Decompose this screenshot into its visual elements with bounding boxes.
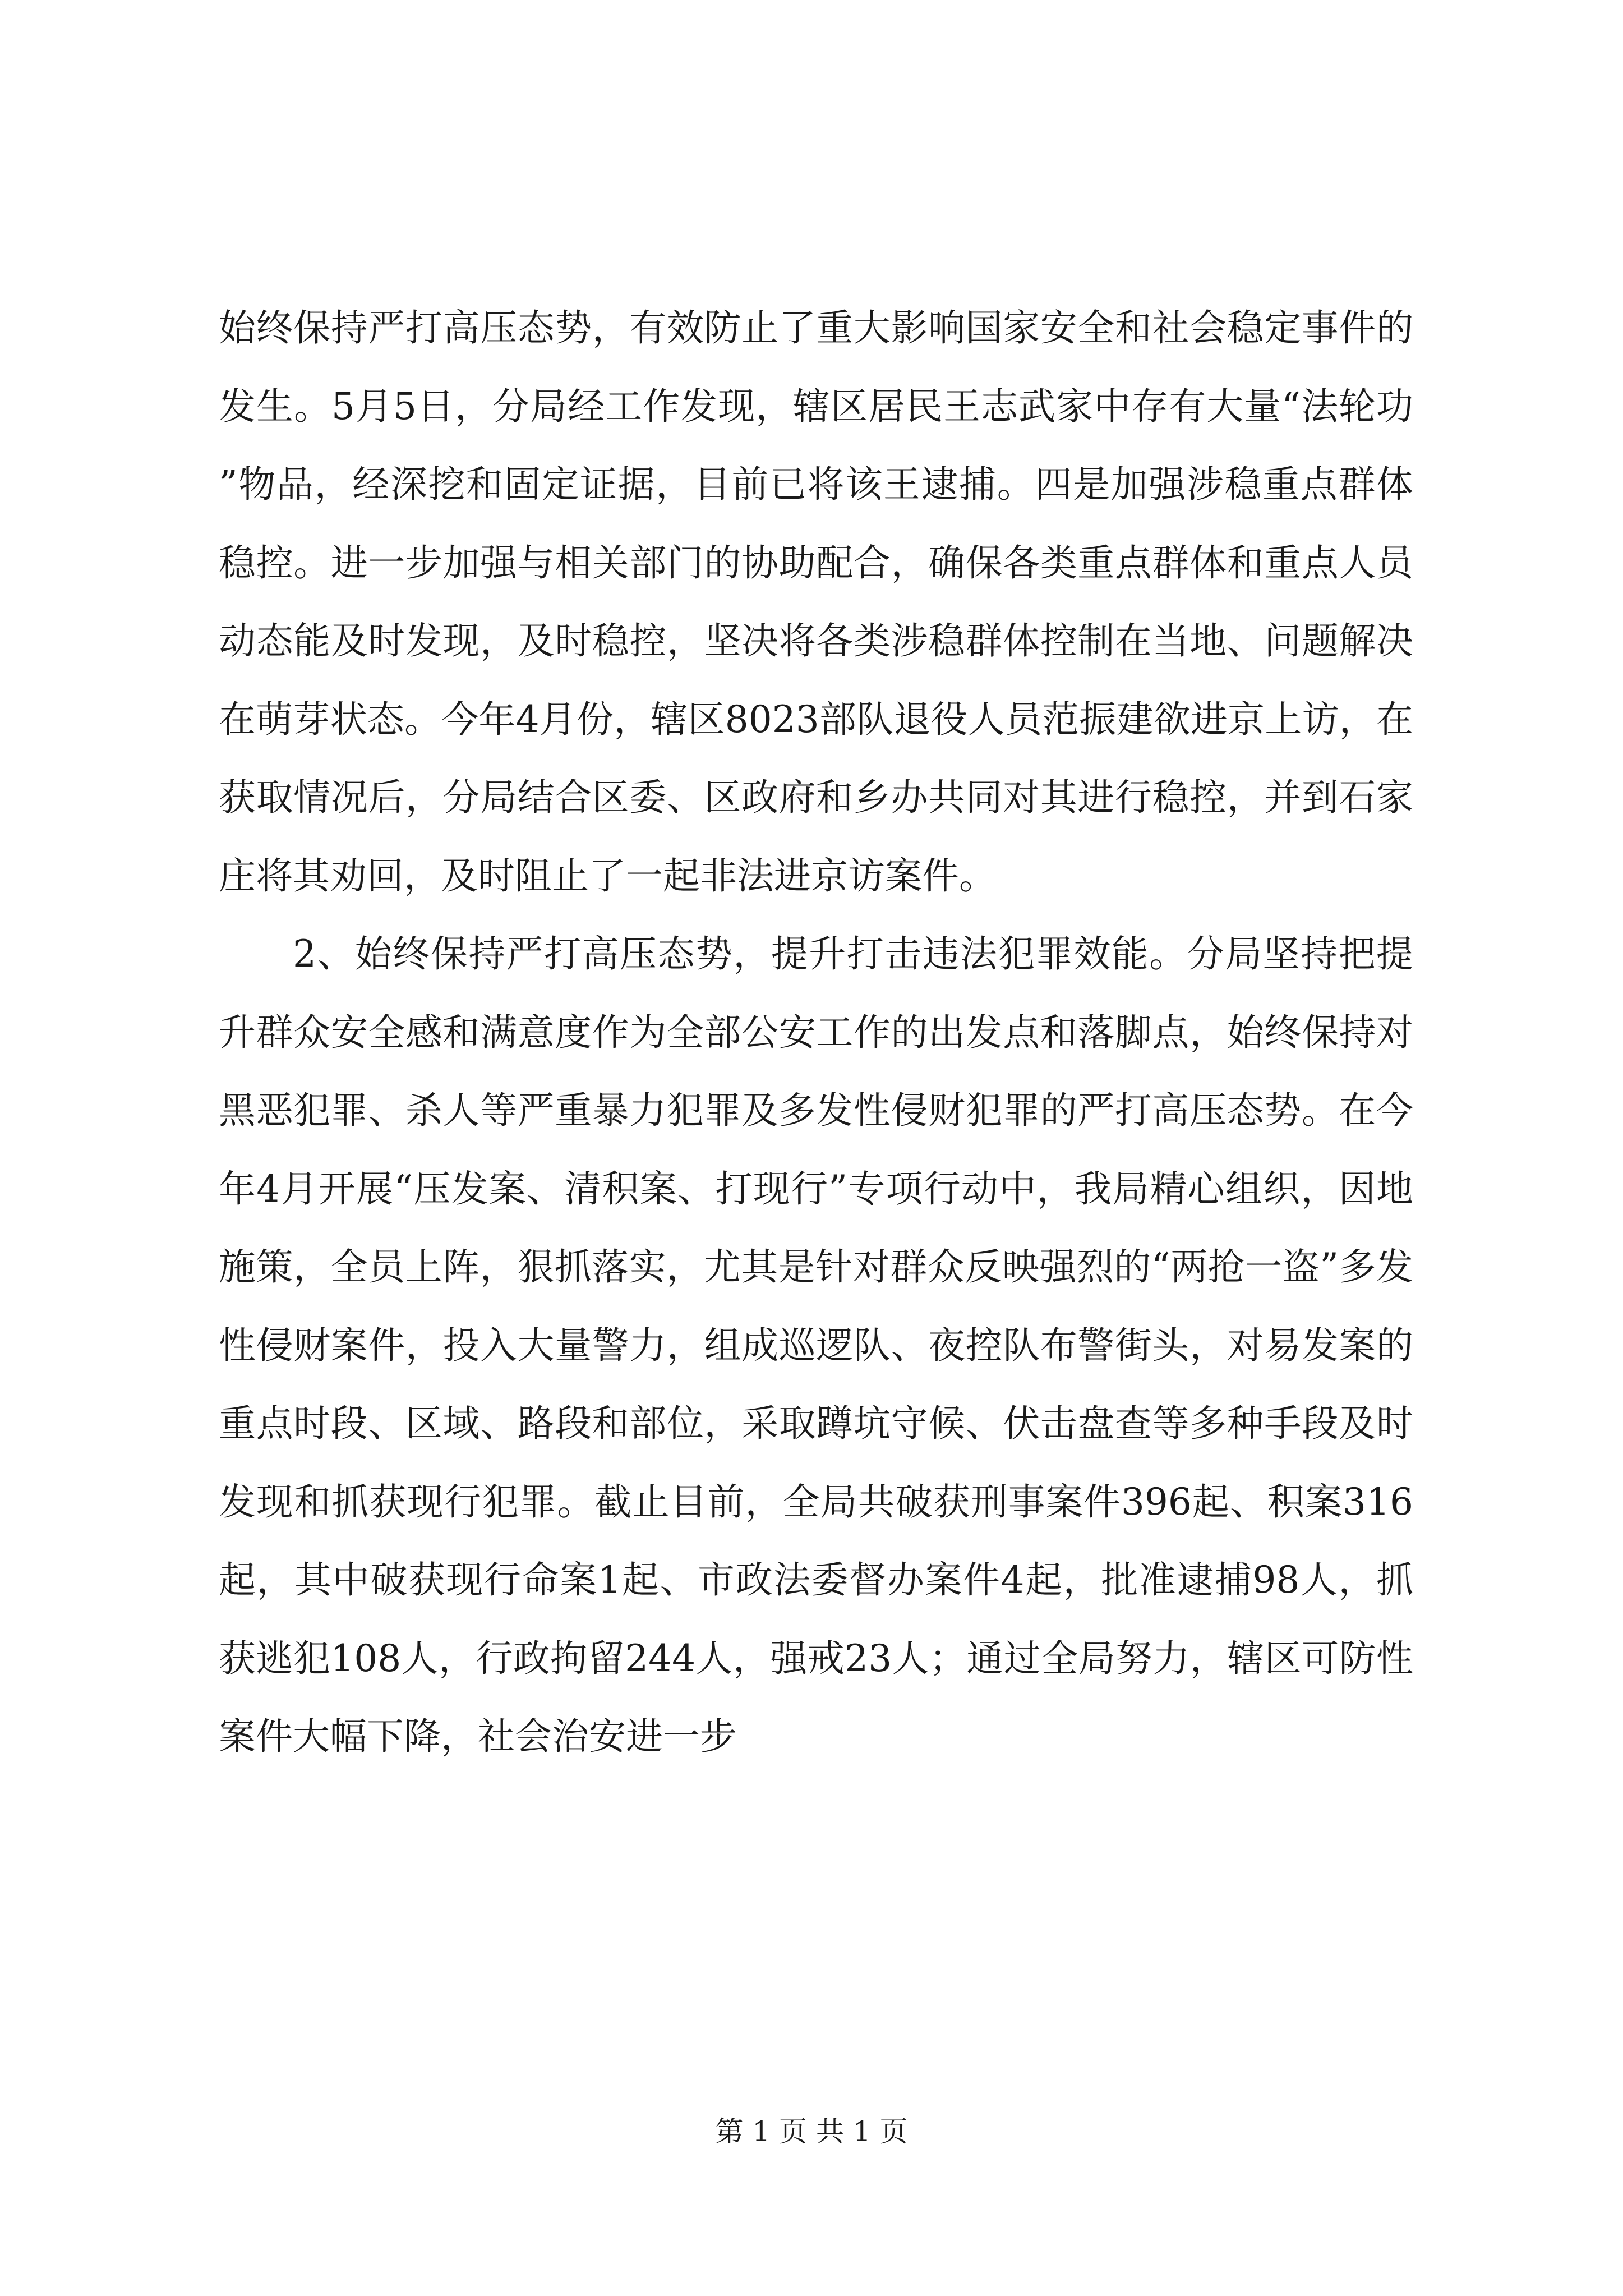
paragraph-continuation: 始终保持严打高压态势，有效防止了重大影响国家安全和社会稳定事件的发生。5月5日，分局经工作发现，辖区居民王志武家中存有大量“法轮功”物品，经深挖和固定证据，目前已将该王逮捕。四是加强涉稳重点群体稳控。进一步加强与相关部门的协助配合，确保各类重点群体和重点人员动态能及时发现，及时稳控，坚决将各类涉稳群体控制在当地、问题解决在萌芽状态。今年4月份，辖区8023部队退役人员范振建欲进京上访，在获取情况后，分局结合区委、区政府和乡办共同对其进行稳控，并到石家庄将其劝回，及时阻止了一起非法进京访案件。 <box>219 306 1413 898</box>
document-body <box>219 289 1413 1776</box>
page-footer: 第 1 页 共 1 页 <box>715 2115 908 2148</box>
paragraph-section-2: 2、始终保持严打高压态势，提升打击违法犯罪效能。分局坚持把提升群众安全感和满意度作为全部公安工作的出发点和落脚点，始终保持对黑恶犯罪、杀人等严重暴力犯罪及多发性侵财犯罪的严打高压态势。在今年4月开展“压发案、清积案、打现行”专项行动中，我局精心组织，因地施策，全员上阵，狠抓落实，尤其是针对群众反映强烈的“两抢一盗”多发性侵财案件，投入大量警力，组成巡逻队、夜控队布警街头，对易发案的重点时段、区域、路段和部位，采取蹲坑守候、伏击盘查等多种手段及时发现和抓获现行犯罪。截止目前，全局共破获刑事案件396起、积案316起，其中破获现行命案1起、市政法委督办案件4起，批准逮捕98人，抓获逃犯108人，行政拘留244人，强戒23人；通过全局努力，辖区可防性案件大幅下降，社会治安进一步 <box>219 932 1413 1758</box>
